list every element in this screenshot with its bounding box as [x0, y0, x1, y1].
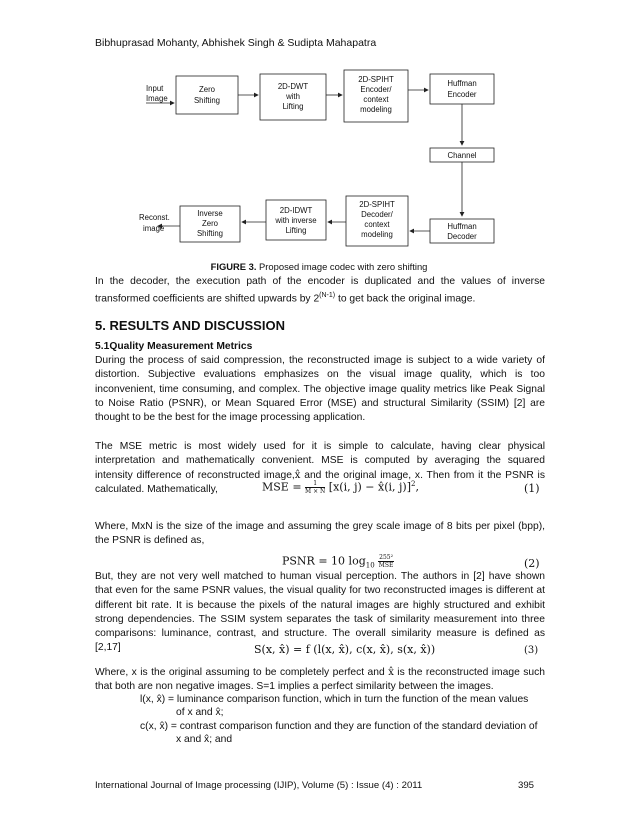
eq2-sub: 10 [365, 561, 375, 570]
zero-shifting-text-2: Shifting [193, 96, 221, 105]
eq1-sup: 2 [411, 480, 416, 488]
spiht-enc-text-2: Encoder/ [360, 85, 392, 94]
list-contrast-cont: x and x̂; and [176, 734, 233, 745]
inv-zero-text-3: Shifting [196, 229, 224, 238]
spiht-dec-text-1: 2D-SPIHT [359, 200, 395, 209]
spiht-enc-text-1: 2D-SPIHT [358, 75, 394, 84]
equation-number-2: (2) [524, 557, 540, 570]
figure-caption-label: FIGURE 3. [210, 261, 257, 272]
spiht-dec-text-3: context [364, 220, 390, 229]
huff-enc-text-2: Encoder [447, 90, 477, 99]
zero-shifting-text-1: Zero [198, 85, 216, 94]
p1-text-a: In the decoder, the execution path of the encoder is duplicated and the values of inverse transformed coefficients are shifted upwards by 2 [95, 276, 545, 305]
input-label-1: Input [146, 84, 164, 93]
equation-number-1: (1) [524, 482, 540, 495]
paragraph-psnr-intro: Where, MxN is the size of the image and assuming the grey scale image of 8 bits per pixel (bpp), the PSNR is defined as, [95, 521, 545, 547]
recon-label-1: Reconst. [139, 213, 170, 222]
equation-ssim: S(x, x̂) = f (l(x, x̂), c(x, x̂), s(x, x̂)) [254, 643, 436, 656]
huff-enc-text-1: Huffman [447, 79, 477, 88]
dwt-text-3: Lifting [282, 102, 304, 111]
huff-dec-text-2: Decoder [447, 232, 477, 241]
idwt-text-2: with inverse [275, 216, 317, 225]
spiht-enc-text-3: context [363, 95, 389, 104]
dwt-text-2: with [286, 92, 300, 101]
footer-journal: International Journal of Image processing (IJIP), Volume (5) : Issue (4) : 2011 [95, 780, 423, 791]
eq2-fraction [378, 554, 394, 569]
eq1-lhs: MSE = [262, 480, 302, 494]
idwt-text-3: Lifting [285, 226, 307, 235]
recon-label-2: image [143, 224, 165, 233]
zero-shifting-block [176, 76, 238, 114]
list-contrast: c(x, x̂) = contrast comparison function and they are function of the standard deviation of [140, 721, 538, 732]
eq1-frac-top: 1 [305, 480, 325, 488]
paragraph-where [95, 666, 545, 695]
figure-caption-text: Proposed image codec with zero shifting [256, 261, 428, 272]
paragraph-ssim: But, they are not very well matched to human visual perception. The authors in [2] have shown that even for the same PSNR values, the visual quality for two reconstructed images is different at different bit rate. It is because the pixels of the natural images are highly structured and exhibit strong dependencies. The SSIM system separates the task of similarity measurement into three comparisons: luminance, contrast, and structure. The overall similarity measure is defined as [2,17] [95, 571, 545, 654]
p3-text-b: and the original image, x. Then from it the PSNR is calculated. Mathematically, [95, 469, 545, 495]
eq1-tail: , [415, 480, 419, 494]
channel-text: Channel [447, 151, 477, 160]
equation-psnr [282, 554, 394, 570]
eq1-rhs: [x(i, j) − x̂(i, j)] [328, 480, 412, 494]
p3-text-a: The MSE metric is most widely used for it is simple to calculate, having clear physical interpretation and mathematically convenient. MSE is computed by averaging the squared intensity difference of reconstructed image, [95, 441, 545, 481]
running-header: Bibhuprasad Mohanty, Abhishek Singh & Sudipta Mahapatra [95, 37, 377, 49]
dwt-text-1: 2D-DWT [277, 82, 309, 91]
xhat-symbol: x̂ [294, 469, 301, 481]
equation-number-3: (3) [524, 645, 539, 656]
p6-text-a: Where, x is the original assuming to be completely perfect and [95, 667, 389, 678]
spiht-dec-text-4: modeling [361, 230, 393, 239]
p1-text-b: to get back the original image. [335, 293, 476, 305]
figure-caption [0, 261, 638, 272]
paragraph-decoder [95, 275, 545, 307]
p6-text-b: is the reconstructed image such that both are non negative images. S=1 implies a perfect similarity between the images. [95, 667, 545, 693]
inv-zero-text-1: Inverse [197, 209, 223, 218]
inv-zero-text-2: Zero [201, 219, 219, 228]
paragraph-quality-metrics: During the process of said compression, the reconstructed image is subject to a wide variety of distortion. Subjective evaluations emphasizes on the visual image quality, which is too inconvenient, time consuming, and complex. The objective image quality metrics like Peak Signal to Noise Ratio (PSNR), or Mean Squared Error (MSE) and structural Similarity (SSIM) [2] are thought to be the best for the image processing application. [95, 355, 545, 424]
input-label-2: Image [146, 94, 168, 103]
xhat-symbol-2: x̂ [388, 667, 394, 678]
spiht-dec-text-2: Decoder/ [361, 210, 393, 219]
codec-block-diagram [0, 0, 638, 260]
page-number: 395 [518, 780, 535, 791]
huff-dec-text-1: Huffman [447, 222, 477, 231]
equation-mse [262, 480, 419, 495]
eq2-lhs: PSNR = 10 log [282, 554, 366, 568]
eq2-frac-bot: MSE [378, 562, 394, 569]
eq1-frac-bot: M × N [305, 488, 326, 496]
idwt-text-1: 2D-IDWT [279, 206, 313, 215]
spiht-enc-text-4: modeling [360, 105, 392, 114]
eq2-frac-top: 255² [379, 554, 394, 561]
list-luminance: l(x, x̂) = luminance comparison function, which in turn the function of the mean values [140, 694, 529, 705]
section-heading: 5. RESULTS AND DISCUSSION [95, 318, 285, 333]
eq1-fraction [305, 480, 325, 495]
p1-superscript: (N-1) [319, 292, 336, 300]
subsection-heading: 5.1Quality Measurement Metrics [95, 341, 253, 352]
list-luminance-cont: of x and x̂; [176, 707, 224, 718]
